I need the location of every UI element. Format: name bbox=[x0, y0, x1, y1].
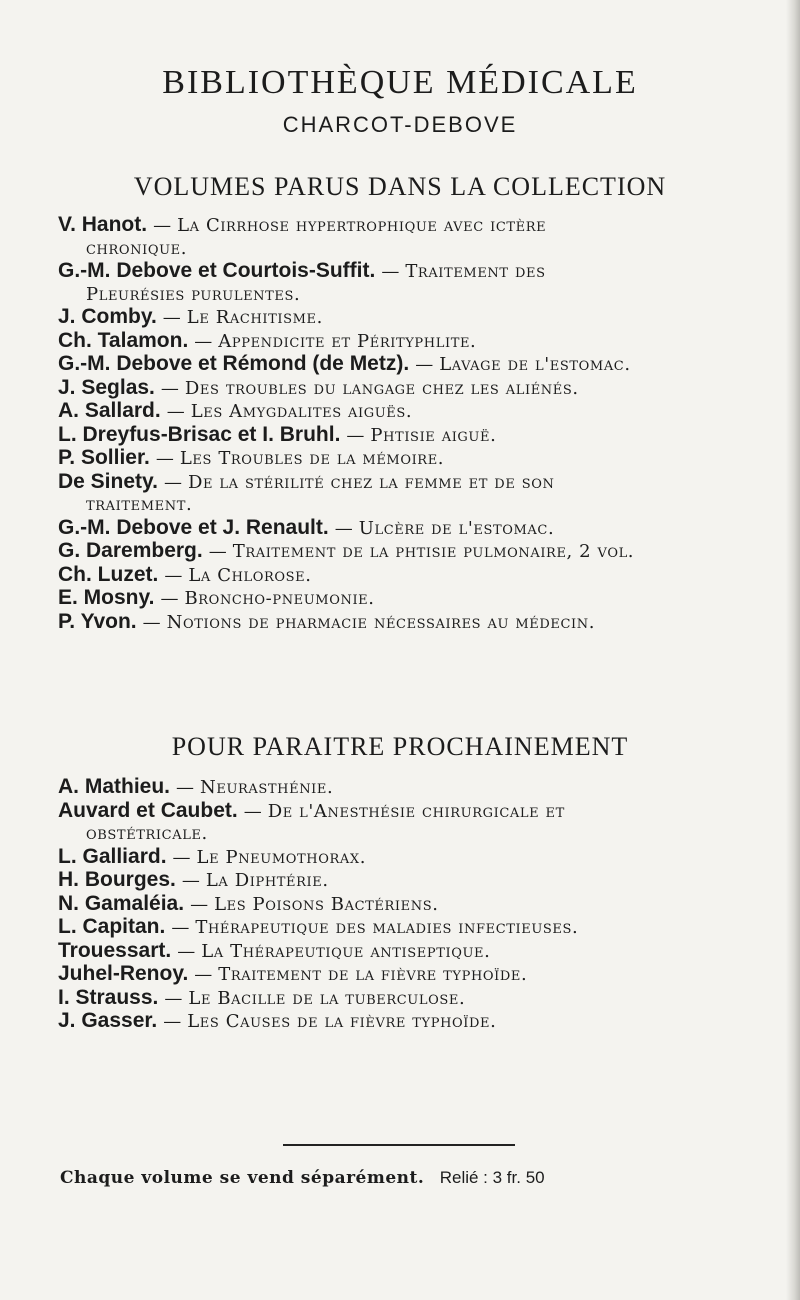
catalogue-entry: P. Sollier. — Les Troubles de la mémoire. bbox=[58, 447, 445, 469]
entry-title: Les Causes de la fièvre typhoïde. bbox=[187, 1011, 497, 1032]
entry-title: Neurasthénie. bbox=[200, 777, 334, 798]
catalogue-entry: I. Strauss. — Le Bacille de la tuberculose. bbox=[58, 986, 466, 1009]
entry-title: Les Poisons Bactériens. bbox=[214, 893, 439, 915]
entry-author: J. Comby. bbox=[58, 306, 157, 328]
entry-author: G. Daremberg. bbox=[58, 540, 203, 562]
catalogue-entry bbox=[58, 494, 778, 517]
entry-title: Ulcère de l'estomac. bbox=[358, 517, 555, 539]
catalogue-entry: G.-M. Debove et Rémond (de Metz). — Lavage de l'estomac. bbox=[58, 353, 631, 375]
catalogue-entry: Auvard et Caubet. — De l'Anesthésie chirurgicale et bbox=[58, 799, 565, 822]
entry-author: N. Gamaléia. bbox=[58, 892, 185, 915]
catalogue-entry bbox=[58, 823, 778, 846]
catalogue-entry bbox=[58, 238, 778, 261]
catalogue-entry: N. Gamaléia. — Les Poisons Bactériens. bbox=[58, 892, 439, 915]
entry-title: Appendicite et Pérityphlite. bbox=[218, 330, 477, 352]
entry-author: De Sinety. bbox=[58, 470, 158, 493]
entry-author: P. Sollier. bbox=[58, 447, 150, 469]
entry-title: De l'Anesthésie chirurgicale et bbox=[267, 800, 565, 822]
entry-title: Les Troubles de la mémoire. bbox=[179, 448, 445, 469]
collection-title: CHARCOT-DEBOVE bbox=[282, 112, 518, 137]
catalogue-entry: P. Yvon. — Notions de pharmacie nécessaires au médecin. bbox=[58, 610, 596, 633]
entry-title: Notions de pharmacie nécessaires au médecin. bbox=[166, 611, 596, 633]
forthcoming-heading: POUR PARAITRE PROCHAINEMENT bbox=[171, 732, 629, 761]
catalogue-entry: L. Capitan. — Thérapeutique des maladies infectieuses. bbox=[58, 916, 579, 938]
entry-title: obstétricale. bbox=[86, 823, 208, 844]
entry-title: Traitement de la fièvre typhoïde. bbox=[218, 964, 528, 985]
entry-title: traitement. bbox=[86, 494, 193, 515]
entry-title: Traitement de la phtisie pulmonaire, 2 vol. bbox=[232, 541, 635, 562]
entry-title: Traitement des bbox=[405, 261, 546, 282]
entry-title: La Thérapeutique antiseptique. bbox=[201, 940, 491, 962]
published-heading: VOLUMES PARUS DANS LA COLLECTION bbox=[133, 172, 667, 201]
entry-title: Phtisie aiguë. bbox=[370, 424, 497, 446]
catalogue-entry: J. Comby. — Le Rachitisme. bbox=[58, 306, 323, 328]
entry-author: I. Strauss. bbox=[58, 986, 159, 1009]
entry-author: L. Dreyfus-Brisac et I. Bruhl. bbox=[58, 423, 341, 446]
library-title: BIBLIOTHÈQUE MÉDICALE bbox=[162, 64, 638, 101]
catalogue-entry: A. Sallard. — Les Amygdalites aiguës. bbox=[58, 400, 413, 422]
forthcoming-list bbox=[58, 776, 778, 1034]
entry-title: Thérapeutique des maladies infectieuses. bbox=[195, 917, 579, 938]
entry-author: G.-M. Debove et J. Renault. bbox=[58, 516, 329, 539]
catalogue-entry: J. Gasser. — Les Causes de la fièvre typhoïde. bbox=[58, 1010, 497, 1032]
entry-title: chronique. bbox=[86, 237, 188, 259]
entry-title: Des troubles du langage chez les aliénés. bbox=[184, 377, 579, 399]
divider-rule bbox=[283, 1144, 515, 1146]
published-list bbox=[58, 214, 778, 634]
entry-author: G.-M. Debove et Courtois-Suffit. bbox=[58, 260, 376, 282]
entry-title: La Cirrhose hypertrophique avec ictère bbox=[177, 215, 547, 236]
entry-title: Broncho-pneumonie. bbox=[184, 588, 375, 609]
footer-note: Chaque volume se vend séparément. bbox=[60, 1168, 425, 1188]
entry-author: G.-M. Debove et Rémond (de Metz). bbox=[58, 353, 410, 375]
entry-title: Le Pneumothorax. bbox=[196, 846, 367, 868]
catalogue-entry: Juhel-Renoy. — Traitement de la fièvre typhoïde. bbox=[58, 963, 528, 985]
entry-author: Juhel-Renoy. bbox=[58, 963, 189, 985]
entry-author: Auvard et Caubet. bbox=[58, 799, 238, 822]
catalogue-entry: J. Seglas. — Des troubles du langage chez les aliénés. bbox=[58, 376, 579, 399]
entry-author: H. Bourges. bbox=[58, 869, 176, 891]
entry-title: Pleurésies purulentes. bbox=[86, 283, 301, 305]
entry-author: Ch. Luzet. bbox=[58, 563, 159, 586]
entry-author: Ch. Talamon. bbox=[58, 329, 189, 352]
entry-author: A. Mathieu. bbox=[58, 776, 171, 798]
catalogue-entry: G.-M. Debove et J. Renault. — Ulcère de l'estomac. bbox=[58, 516, 555, 539]
catalogue-entry: G.-M. Debove et Courtois-Suffit. — Traitement des bbox=[58, 260, 546, 282]
entry-title: La Chlorose. bbox=[188, 564, 312, 586]
catalogue-entry: Trouessart. — La Thérapeutique antiseptique. bbox=[58, 939, 491, 962]
entry-title: Le Rachitisme. bbox=[186, 307, 323, 328]
catalogue-entry: Ch. Luzet. — La Chlorose. bbox=[58, 563, 312, 586]
entry-title: Les Amygdalites aiguës. bbox=[190, 401, 413, 422]
catalogue-entry: Ch. Talamon. — Appendicite et Pérityphlite. bbox=[58, 329, 477, 352]
catalogue-entry: A. Mathieu. — Neurasthénie. bbox=[58, 776, 334, 798]
entry-author: J. Gasser. bbox=[58, 1010, 158, 1032]
entry-author: A. Sallard. bbox=[58, 400, 161, 422]
catalogue-entry bbox=[58, 284, 778, 307]
footer bbox=[60, 1168, 780, 1188]
entry-author: P. Yvon. bbox=[58, 610, 137, 633]
entry-title: De la stérilité chez la femme et de son bbox=[187, 471, 555, 493]
entry-title: Lavage de l'estomac. bbox=[439, 354, 631, 375]
entry-author: L. Galliard. bbox=[58, 845, 167, 868]
entry-author: L. Capitan. bbox=[58, 916, 166, 938]
entry-author: V. Hanot. bbox=[58, 214, 148, 236]
catalogue-entry: L. Dreyfus-Brisac et I. Bruhl. — Phtisie aiguë. bbox=[58, 423, 497, 446]
entry-author: Trouessart. bbox=[58, 939, 172, 962]
entry-author: E. Mosny. bbox=[58, 587, 155, 609]
catalogue-entry: H. Bourges. — La Diphtérie. bbox=[58, 869, 329, 891]
entry-title: Le Bacille de la tuberculose. bbox=[188, 987, 466, 1009]
catalogue-entry: V. Hanot. — La Cirrhose hypertrophique avec ictère bbox=[58, 214, 547, 236]
catalogue-entry: E. Mosny. — Broncho-pneumonie. bbox=[58, 587, 375, 609]
catalogue-entry: G. Daremberg. — Traitement de la phtisie pulmonaire, 2 vol. bbox=[58, 540, 635, 562]
catalogue-entry: L. Galliard. — Le Pneumothorax. bbox=[58, 845, 367, 868]
entry-title: La Diphtérie. bbox=[205, 870, 329, 891]
entry-author: J. Seglas. bbox=[58, 376, 155, 399]
footer-price: Relié : 3 fr. 50 bbox=[439, 1168, 545, 1187]
catalogue-entry: De Sinety. — De la stérilité chez la femme et de son bbox=[58, 470, 555, 493]
